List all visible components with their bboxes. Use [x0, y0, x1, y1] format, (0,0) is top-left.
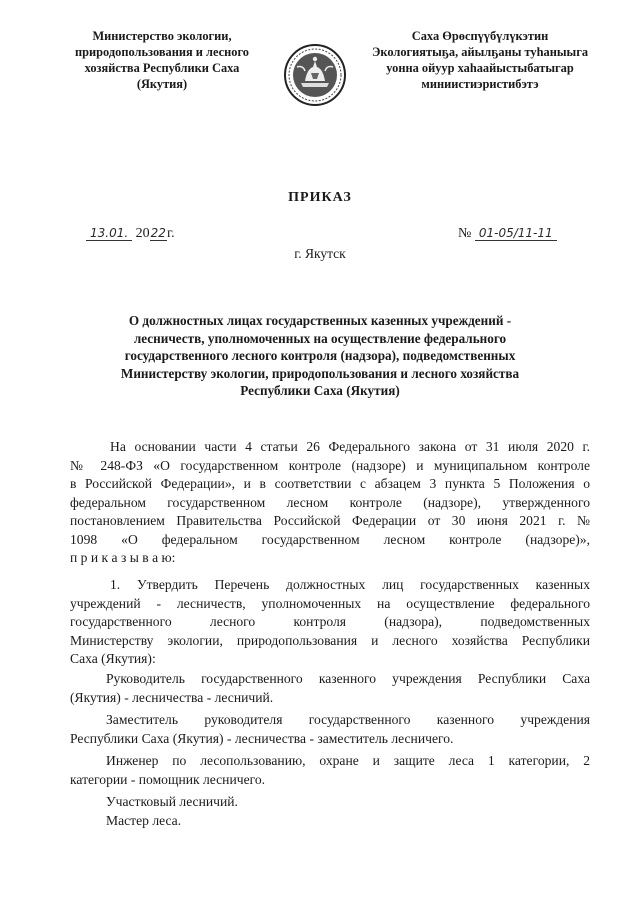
paragraph-line: постановлением Правительства Российской Федерации от 30 июня 2021 г. № — [70, 513, 590, 528]
paragraph-line: учреждений - лесничеств, уполномоченных на осуществление федерального — [70, 595, 590, 611]
paragraph-line: Министерству экологии, природопользования и лесного хозяйства Республики — [70, 632, 590, 648]
paragraph-forest-master — [70, 812, 590, 831]
paragraph-line: Республики Саха (Якутия) - лесничества - заместитель лесничего. — [70, 730, 454, 746]
city-name: г. Якутск — [294, 246, 346, 261]
paragraph-line: Мастер леса. — [106, 813, 182, 828]
paragraph-district-forester — [70, 793, 590, 812]
ministry-name-sakha — [362, 28, 598, 92]
handwritten-order-number: 01-05/11-11 — [475, 226, 557, 241]
paragraph-line: в Российской Федерации», и в соответствии с абзацем 3 пункта 5 Положения о — [70, 476, 590, 491]
handwritten-day-month: 13.01. — [86, 226, 132, 241]
paragraph-line: Руководитель государственного казенного учреждения Республики Саха — [106, 671, 590, 686]
date-number-row — [0, 226, 640, 248]
ministry-name-ru-line: хозяйства Республики Саха — [84, 61, 240, 75]
ministry-name-sakha-line: Экологиятыҕа, айылҕаны туһаныыга — [371, 45, 589, 59]
year-prefix: 20 — [135, 226, 150, 241]
ministry-name-sakha-line: уонна ойуур хаһаайыстыбатыгар — [386, 61, 574, 75]
paragraph-line: 1098 «О федеральном государственном лесном контроле (надзоре)», — [70, 531, 590, 547]
ministry-name-sakha-line: миниистиэристибэтэ — [421, 77, 539, 91]
paragraph-line: № 248-ФЗ «О государственном контроле (надзоре) и муниципальном контроле — [70, 457, 590, 473]
order-subject — [60, 312, 580, 400]
paragraph-deputy — [70, 711, 590, 748]
subject-line: лесничеств, уполномоченных на осуществление федерального — [133, 330, 507, 346]
paragraph-line: На основании части 4 статьи 26 Федерального закона от 31 июля 2020 г. — [110, 439, 590, 454]
subject-line: Республики Саха (Якутия) — [240, 383, 400, 398]
paragraph-line: п р и к а з ы в а ю: — [70, 550, 176, 565]
ministry-name-ru-line: Министерство экологии, — [92, 29, 232, 43]
ministry-name-ru-line: (Якутия) — [136, 77, 188, 91]
paragraph-basis — [70, 438, 590, 568]
coat-of-arms-icon — [283, 43, 347, 107]
paragraph-head-forester — [70, 670, 590, 707]
paragraph-line: Саха (Якутия): — [70, 651, 156, 666]
order-date — [86, 226, 175, 242]
paragraph-engineer — [70, 752, 590, 789]
paragraph-line: федеральном государственном лесном контроле (надзоре), утвержденного — [70, 494, 590, 510]
handwritten-year-suffix: 22 — [150, 226, 166, 240]
paragraph-line: Заместитель руководителя государственного казенного учреждения — [106, 712, 590, 727]
subject-line: О должностных лицах государственных казенных учреждений - — [128, 313, 512, 328]
ministry-name-sakha-line: Саха Өрөспүүбүлүкэтин — [411, 29, 549, 43]
paragraph-line: (Якутия) - лесничества - лесничий. — [70, 689, 274, 705]
ministry-name-ru-line: природопользования и лесного — [75, 45, 249, 59]
order-number — [458, 226, 557, 242]
paragraph-line: 1. Утвердить Перечень должностных лиц государственных казенных — [110, 577, 590, 592]
paragraph-line: государственного лесного контроля (надзора), подведомственных — [70, 614, 590, 629]
paragraph-line: Участковый лесничий. — [106, 794, 238, 809]
paragraph-item-1 — [70, 576, 590, 669]
paragraph-line: категории - помощник лесничего. — [70, 771, 266, 787]
subject-line: государственного лесного контроля (надзора), подведомственных — [124, 348, 516, 363]
ministry-name-russian — [54, 28, 270, 92]
paragraph-line: Инженер по лесопользованию, охране и защите леса 1 категории, 2 — [106, 753, 590, 768]
document-title: ПРИКАЗ — [288, 190, 352, 205]
number-sign: № — [458, 226, 472, 241]
subject-line: Министерству экологии, природопользования и лесного хозяйства — [120, 365, 520, 381]
year-suffix-mark: г. — [166, 226, 175, 241]
